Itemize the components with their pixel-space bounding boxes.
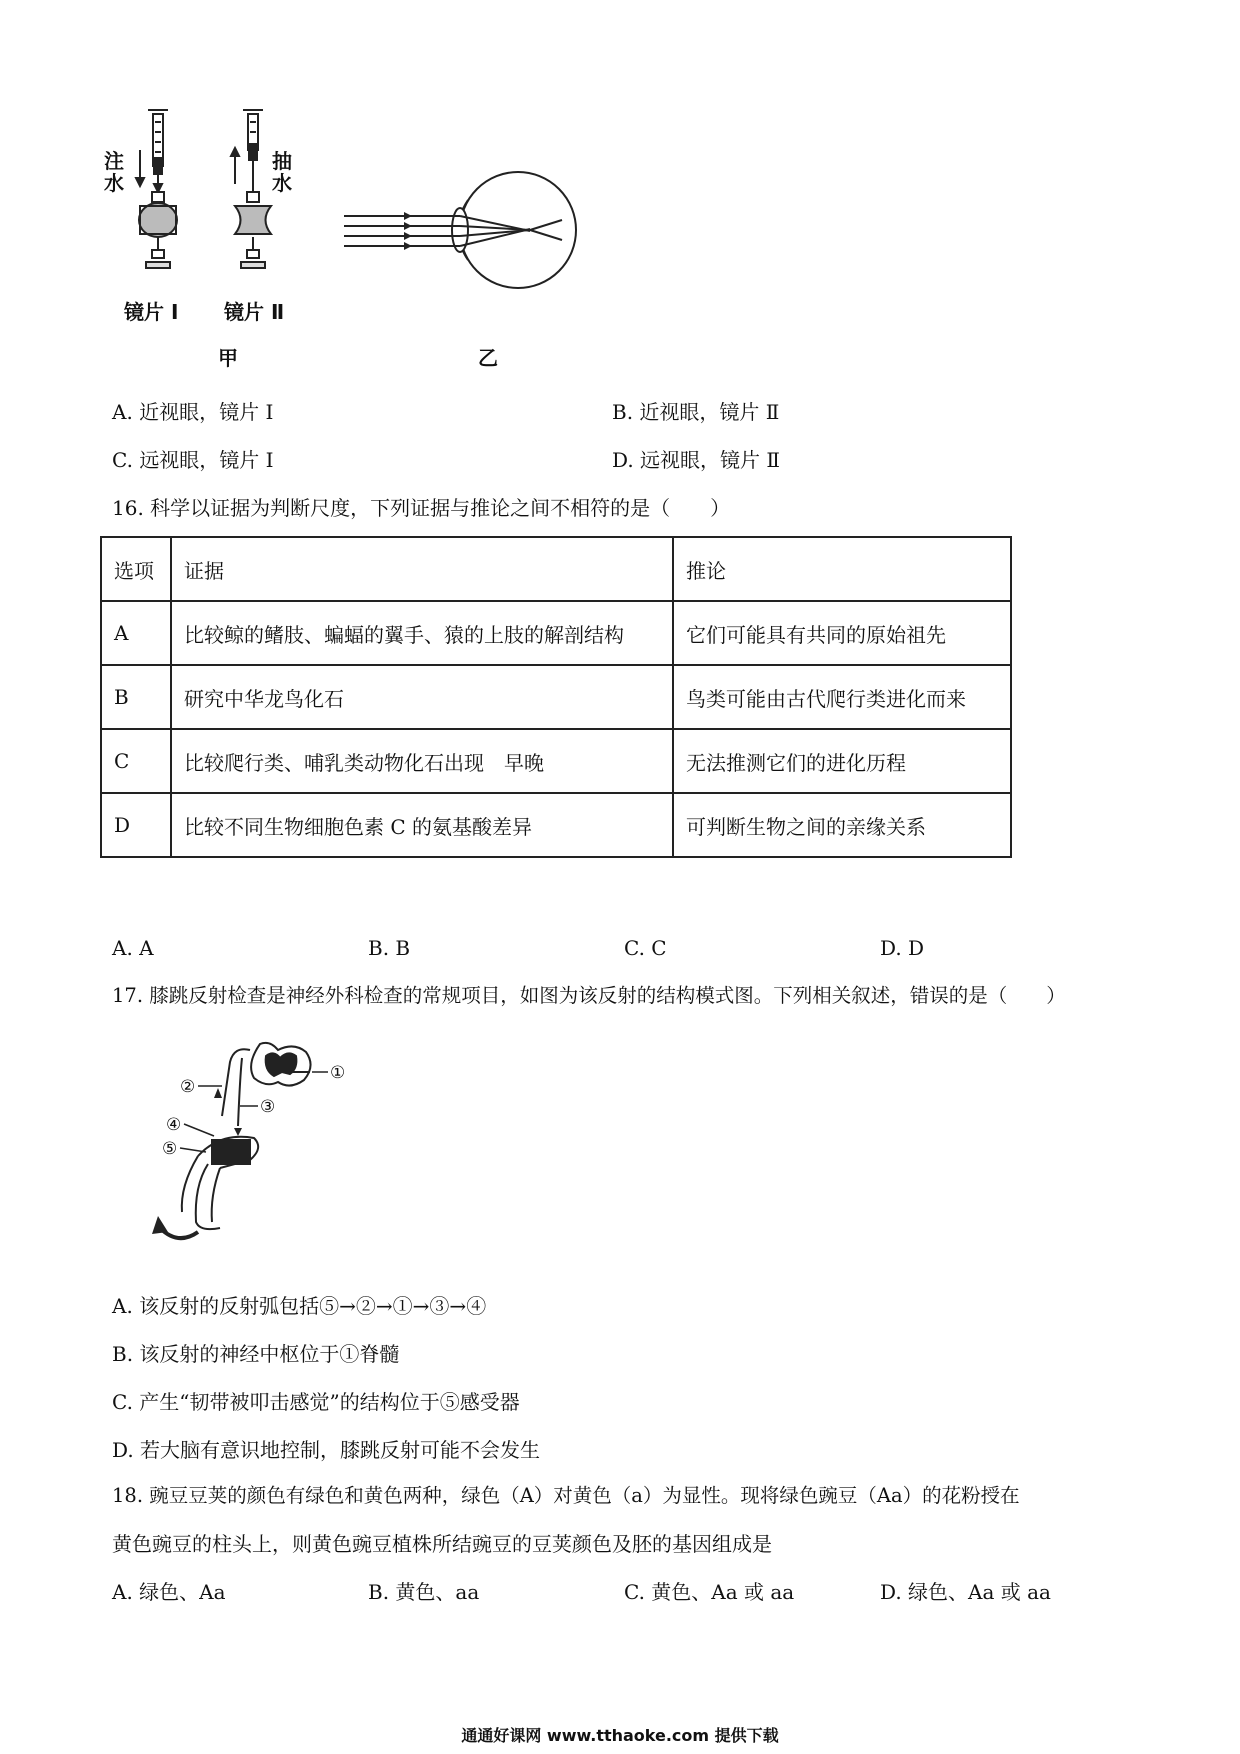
q17-stem: 17. 膝跳反射检查是神经外科检查的常规项目，如图为该反射的结构模式图。下列相关叙述，错误的是（ ） bbox=[112, 984, 1066, 1007]
row-inference: 鸟类可能由古代爬行类进化而来 bbox=[673, 665, 1011, 729]
q15-option-c[interactable] bbox=[112, 450, 274, 470]
table-header-row bbox=[101, 537, 1011, 601]
label-spinal-cord: ① bbox=[330, 1063, 346, 1083]
q16-option-b[interactable]: B. B bbox=[368, 936, 411, 960]
option-letter: A. bbox=[112, 400, 133, 424]
q18-option-c[interactable]: C. 黄色、Aa 或 aa bbox=[624, 1580, 795, 1604]
label-effector: ④ bbox=[166, 1115, 182, 1135]
knee-reflex-diagram bbox=[150, 1036, 390, 1246]
eye-diagram bbox=[340, 160, 580, 310]
caption-jia: 甲 bbox=[218, 346, 238, 370]
row-letter: C bbox=[101, 729, 171, 793]
q16-stem: 16. 科学以证据为判断尺度，下列证据与推论之间不相符的是（ ） bbox=[112, 496, 731, 520]
label-afferent: ② bbox=[180, 1077, 196, 1097]
q18-stem-line-1: 18. 豌豆豆荚的颜色有绿色和黄色两种，绿色（A）对黄色（a）为显性。现将绿色豌豆（Aa）的花粉授在 bbox=[112, 1484, 1020, 1507]
row-evidence: 比较爬行类、哺乳类动物化石出现 早晚 bbox=[171, 729, 673, 793]
caption-yi: 乙 bbox=[478, 346, 498, 370]
table-row bbox=[101, 601, 1011, 665]
q16-option-a[interactable]: A. A bbox=[112, 936, 154, 960]
option-text: 远视眼，镜片 Ⅱ bbox=[640, 448, 780, 472]
row-evidence: 比较鲸的鳍肢、蝙蝠的翼手、猿的上肢的解剖结构 bbox=[171, 601, 673, 665]
table-row bbox=[101, 793, 1011, 857]
header-option: 选项 bbox=[101, 537, 171, 601]
lens-2-label: 镜片 Ⅱ bbox=[224, 300, 285, 324]
label-receptor: ⑤ bbox=[162, 1139, 178, 1159]
option-letter: D. bbox=[612, 448, 634, 472]
table-row bbox=[101, 729, 1011, 793]
option-text: 远视眼，镜片 Ⅰ bbox=[139, 448, 274, 472]
row-evidence: 研究中华龙鸟化石 bbox=[171, 665, 673, 729]
q15-option-b[interactable] bbox=[612, 402, 779, 422]
label-efferent: ③ bbox=[260, 1097, 276, 1117]
row-evidence: 比较不同生物细胞色素 C 的氨基酸差异 bbox=[171, 793, 673, 857]
row-inference: 它们可能具有共同的原始祖先 bbox=[673, 601, 1011, 665]
row-inference: 可判断生物之间的亲缘关系 bbox=[673, 793, 1011, 857]
option-letter: C. bbox=[112, 448, 133, 472]
row-letter: D bbox=[101, 793, 171, 857]
extract-water-label: 抽水 bbox=[272, 149, 292, 195]
option-letter: B. bbox=[612, 400, 634, 424]
table-row bbox=[101, 665, 1011, 729]
inject-water-label: 注水 bbox=[104, 149, 124, 195]
q17-option-a[interactable]: A. 该反射的反射弧包括⑤→②→①→③→④ bbox=[112, 1294, 487, 1318]
q18-option-d[interactable]: D. 绿色、Aa 或 aa bbox=[880, 1580, 1051, 1604]
q16-option-c[interactable]: C. C bbox=[624, 936, 667, 960]
evidence-table bbox=[100, 536, 1012, 858]
q15-option-d[interactable] bbox=[612, 450, 780, 470]
q17-option-c[interactable]: C. 产生“韧带被叩击感觉”的结构位于⑤感受器 bbox=[112, 1390, 520, 1414]
header-evidence: 证据 bbox=[171, 537, 673, 601]
option-text: 近视眼，镜片 Ⅰ bbox=[139, 400, 274, 424]
header-inference: 推论 bbox=[673, 537, 1011, 601]
option-text: 近视眼，镜片 Ⅱ bbox=[639, 400, 780, 424]
q16-option-d[interactable]: D. D bbox=[880, 936, 925, 960]
q18-option-b[interactable]: B. 黄色、aa bbox=[368, 1580, 480, 1604]
q15-option-a[interactable] bbox=[112, 402, 273, 422]
row-inference: 无法推测它们的进化历程 bbox=[673, 729, 1011, 793]
row-letter: B bbox=[101, 665, 171, 729]
lens-1-label: 镜片 Ⅰ bbox=[124, 300, 179, 324]
q18-stem-line-2: 黄色豌豆的柱头上，则黄色豌豆植株所结豌豆的豆荚颜色及胚的基因组成是 bbox=[112, 1532, 772, 1556]
q17-option-b[interactable]: B. 该反射的神经中枢位于①脊髓 bbox=[112, 1342, 400, 1366]
page-footer: 通通好课网 www.tthaoke.com 提供下载 bbox=[461, 1726, 779, 1745]
q18-option-a[interactable]: A. 绿色、Aa bbox=[112, 1580, 226, 1604]
q17-option-d[interactable]: D. 若大脑有意识地控制，膝跳反射可能不会发生 bbox=[112, 1438, 541, 1462]
row-letter: A bbox=[101, 601, 171, 665]
